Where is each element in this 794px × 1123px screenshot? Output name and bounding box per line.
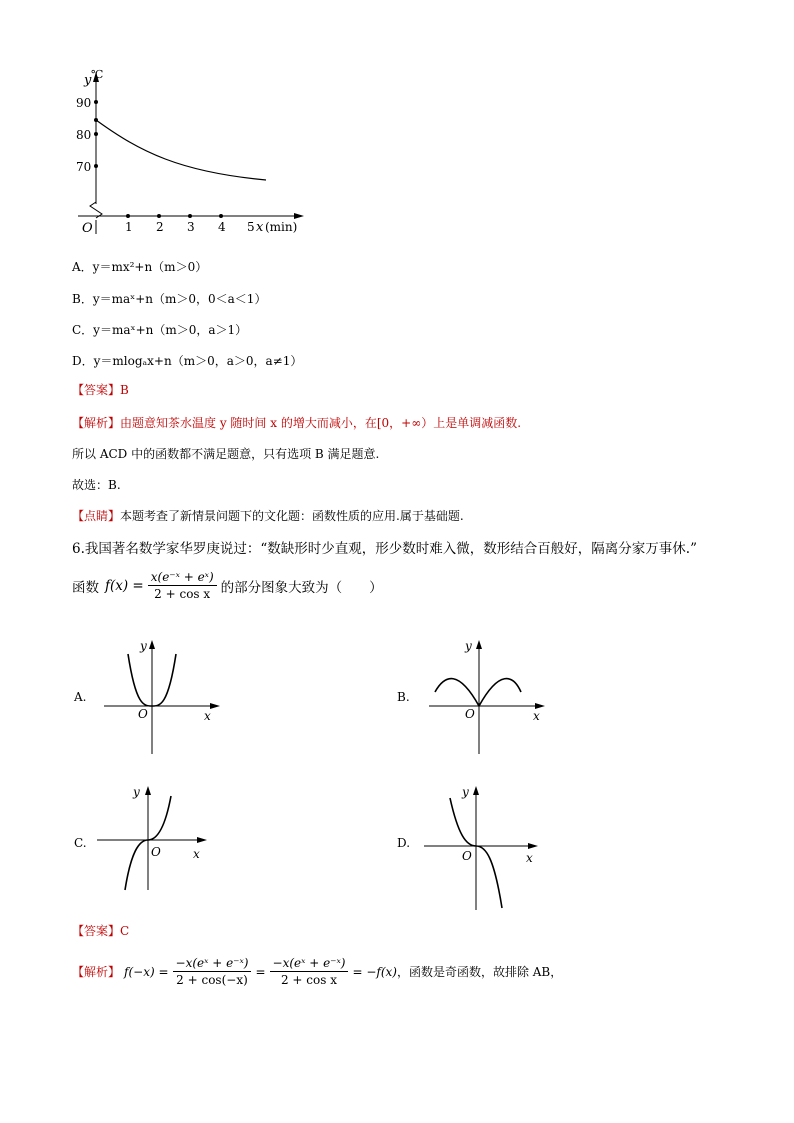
q6-graph-a <box>100 636 225 756</box>
answer-value: B <box>120 383 129 397</box>
q6-option-c-label: C. <box>74 836 87 850</box>
fraction-1-denominator: 2 + cos(−x) <box>176 973 248 987</box>
func-name: f(x) = <box>105 577 144 594</box>
q5-comment <box>72 507 464 524</box>
y-axis-label: y <box>465 639 472 653</box>
y-label: y <box>84 73 92 88</box>
q6-option-b-label: B. <box>397 690 410 704</box>
y-tick-70: 70 <box>76 160 92 174</box>
function-fraction <box>148 570 217 601</box>
x-label: x <box>256 220 264 235</box>
fraction-2-numerator: −x(eˣ + e⁻ˣ) <box>270 956 349 972</box>
comment-tag: 【点睛】 <box>72 509 121 523</box>
analysis-lhs: f(−x) = <box>124 964 169 979</box>
x-unit: (min) <box>265 220 298 234</box>
q6-graph-c <box>95 782 220 902</box>
x-tick-5: 5 <box>247 220 255 234</box>
q6-function-line <box>72 570 383 601</box>
answer-tag: 【答案】 <box>72 924 121 938</box>
origin-label: O <box>465 707 475 721</box>
q5-option-c: C．y＝maˣ+n（m＞0，a＞1） <box>72 323 248 337</box>
q6-option-a-label: A. <box>74 690 87 704</box>
q6-graph-b <box>425 636 550 756</box>
analysis-fraction-2 <box>270 956 349 987</box>
x-axis-label: x <box>193 847 200 861</box>
q6-stem: 6.我国著名数学家华罗庚说过：“数缺形时少直观，形少数时难入微，数形结合百般好，隔离分家万事休.” <box>72 541 697 557</box>
q6-answer <box>72 922 129 939</box>
y-unit: ℃ <box>91 68 104 81</box>
x-axis-label: x <box>204 709 211 723</box>
analysis-tail: ，函数是奇函数，故排除 AB， <box>396 965 563 979</box>
origin-label: O <box>138 707 148 721</box>
q5-analysis-line2: 所以 ACD 中的函数都不满足题意，只有选项 B 满足题意. <box>72 447 380 461</box>
analysis-tag: 【解析】 <box>72 416 121 430</box>
analysis-tag: 【解析】 <box>72 965 121 979</box>
y-tick-90: 90 <box>76 96 92 110</box>
origin-label: O <box>151 845 161 859</box>
y-axis-label: y <box>133 785 140 799</box>
x-tick-3: 3 <box>187 220 195 234</box>
fraction-1-numerator: −x(eˣ + e⁻ˣ) <box>173 956 252 972</box>
q6-graph-d <box>420 782 545 922</box>
answer-value: C <box>120 924 130 938</box>
analysis-rhs: = −f(x) <box>352 964 397 979</box>
q6-option-d-label: D. <box>397 836 411 850</box>
func-numerator: x(e⁻ˣ + eˣ) <box>148 570 217 586</box>
q5-option-b: B．y＝maˣ+n（m＞0，0＜a＜1） <box>72 292 267 306</box>
answer-tag: 【答案】 <box>72 383 121 397</box>
func-suffix: 的部分图象大致为（ ） <box>220 579 383 596</box>
analysis-text: 由题意知茶水温度 y 随时间 x 的增大而减小，在[0，+∞）上是单调减函数. <box>120 416 522 430</box>
origin-label: O <box>82 221 93 236</box>
q5-analysis-line1 <box>72 414 521 431</box>
x-tick-4: 4 <box>218 220 226 234</box>
x-tick-1: 1 <box>125 220 133 234</box>
q5-option-a: A．y＝mx²+n（m＞0） <box>72 260 208 274</box>
y-axis-label: y <box>140 639 147 653</box>
y-tick-80: 80 <box>76 128 92 142</box>
x-axis-label: x <box>526 851 533 865</box>
fraction-2-denominator: 2 + cos x <box>280 973 337 987</box>
func-denominator: 2 + cos x <box>154 587 211 601</box>
x-tick-2: 2 <box>156 220 164 234</box>
comment-text: 本题考查了新情景问题下的文化题：函数性质的应用.属于基础题. <box>120 509 464 523</box>
analysis-fraction-1 <box>173 956 252 987</box>
func-prefix: 函数 <box>72 579 99 596</box>
q6-analysis <box>72 956 562 987</box>
x-axis-label: x <box>533 709 540 723</box>
analysis-equals: = <box>255 964 266 979</box>
y-axis-label: y <box>462 785 469 799</box>
origin-label: O <box>462 849 472 863</box>
q5-answer <box>72 381 129 398</box>
q5-option-d: D．y＝mlogₐx+n（m＞0，a＞0，a≠1） <box>72 354 303 368</box>
q5-choose: 故选：B. <box>72 478 121 492</box>
temperature-graph <box>70 62 310 242</box>
